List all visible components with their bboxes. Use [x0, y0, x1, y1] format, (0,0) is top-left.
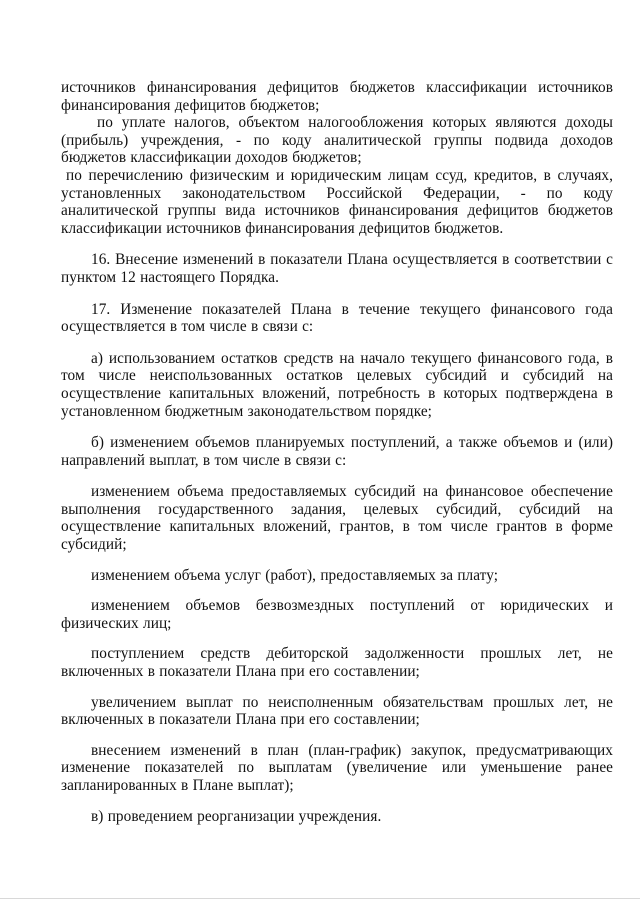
paragraph-item-17a: а) использованием остатков средств на начало текущего финансового года, в том числе неиспользованных остатков целевых субсидий и субсидий на осуществление капитальных вложений, потребность в которых подтверждена в установленном бюджетным законодательством порядке; — [61, 349, 613, 420]
paragraph-gratuitous-receipts: изменением объемов безвозмездных поступлений от юридических и физических лиц; — [61, 597, 613, 632]
paragraph-unfulfilled-obligations: увеличением выплат по неисполненным обязательствам прошлых лет, не включенных в показатели Плана при его составлении; — [61, 693, 613, 729]
paragraph-item-16: 16. Внесение изменений в показатели Плана осуществляется в соответствии с пунктом 12 настоящего Порядка. — [61, 251, 613, 286]
page-bottom-edge — [0, 898, 640, 899]
paragraph-item-17c: в) проведением реорганизации учреждения. — [91, 807, 382, 825]
paragraph-receivables: поступлением средств дебиторской задолженности прошлых лет, не включенных в показатели Плана при его составлении; — [61, 645, 613, 681]
paragraph-tax-payment: по уплате налогов, объектом налогообложения которых являются доходы (прибыль) учреждения, - по коду аналитической группы подвида доходов бюджетов классификации доходов бюджетов; — [61, 114, 613, 167]
paragraph-paid-services: изменением объема услуг (работ), предоставляемых за плату; — [91, 566, 499, 584]
paragraph-item-17b: б) изменением объемов планируемых поступлений, а также объемов и (или) направлений выплат, в том числе в связи с: — [61, 434, 613, 469]
paragraph-sources-classification: источников финансирования дефицитов бюджетов классификации источников финансирования дефицитов бюджетов; — [61, 79, 613, 114]
paragraph-subsidy-change: изменением объема предоставляемых субсидий на финансовое обеспечение выполнения государственного задания, целевых субсидий, субсидий на осуществление капитальных вложений, грантов, в том числе грантов в форме субсидий; — [61, 483, 613, 554]
paragraph-loans-transfer: по перечислению физическим и юридическим лицам ссуд, кредитов, в случаях, установленных законодательством Российской Федерации, - по коду аналитической группы вида источников финансирования дефицитов бюджетов классификации источников финансирования дефицитов бюджетов. — [61, 166, 613, 237]
paragraph-procurement-plan: внесением изменений в план (план-график) закупок, предусматривающих изменение показателей по выплатам (увеличение или уменьшение ранее запланированных в Плане выплат); — [61, 741, 613, 794]
paragraph-item-17: 17. Изменение показателей Плана в течение текущего финансового года осуществляется в том числе в связи с: — [61, 300, 613, 336]
document-body — [61, 79, 613, 825]
